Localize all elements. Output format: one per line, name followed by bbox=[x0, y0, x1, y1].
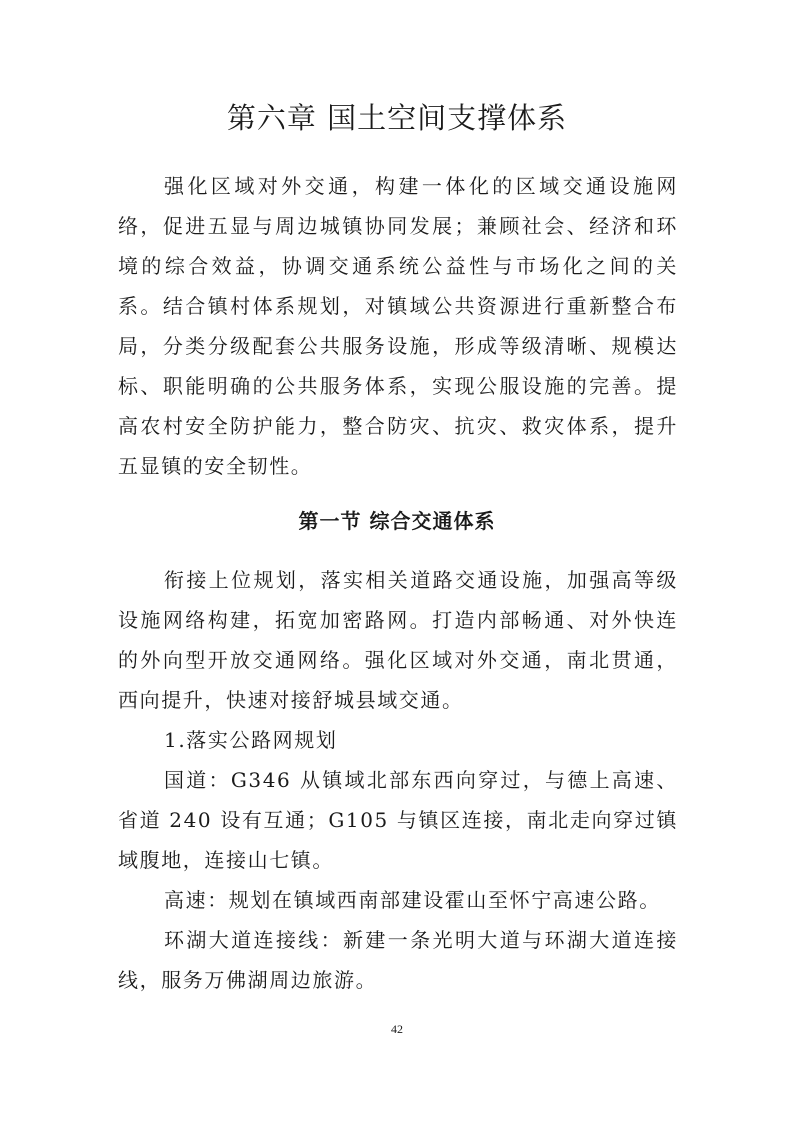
page-number: 42 bbox=[391, 1022, 403, 1036]
chapter-intro bbox=[118, 166, 678, 486]
section-paragraph-national-road: 国道：G346 从镇域北部东西向穿过，与德上高速、省道 240 设有互通；G105 与镇区连接，南北走向穿过镇域腹地，连接山七镇。 bbox=[118, 768, 678, 872]
section-title: 第一节 综合交通体系 bbox=[298, 509, 496, 533]
section-subheading: 1.落实公路网规划 bbox=[164, 728, 338, 752]
section-paragraph-lake-road: 环湖大道连接线：新建一条光明大道与环湖大道连接线，服务万佛湖周边旅游。 bbox=[118, 928, 678, 992]
section-paragraph-expressway: 高速：规划在镇域西南部建设霍山至怀宁高速公路。 bbox=[164, 888, 661, 912]
section-paragraph-1: 衔接上位规划，落实相关道路交通设施，加强高等级设施网络构建，拓宽加密路网。打造内部畅通、对外快连的外向型开放交通网络。强化区域对外交通，南北贯通，西向提升，快速对接舒城县域交通。 bbox=[118, 568, 678, 712]
section-body bbox=[118, 560, 678, 1000]
chapter-title: 第六章 国土空间支撑体系 bbox=[226, 101, 568, 135]
intro-paragraph: 强化区域对外交通，构建一体化的区域交通设施网络，促进五显与周边城镇协同发展；兼顾社会、经济和环境的综合效益，协调交通系统公益性与市场化之间的关系。结合镇村体系规划，对镇域公共资源进行重新整合布局，分类分级配套公共服务设施，形成等级清晰、规模达标、职能明确的公共服务体系，实现公服设施的完善。提高农村安全防护能力，整合防灾、抗灾、救灾体系，提升五显镇的安全韧性。 bbox=[118, 174, 678, 478]
